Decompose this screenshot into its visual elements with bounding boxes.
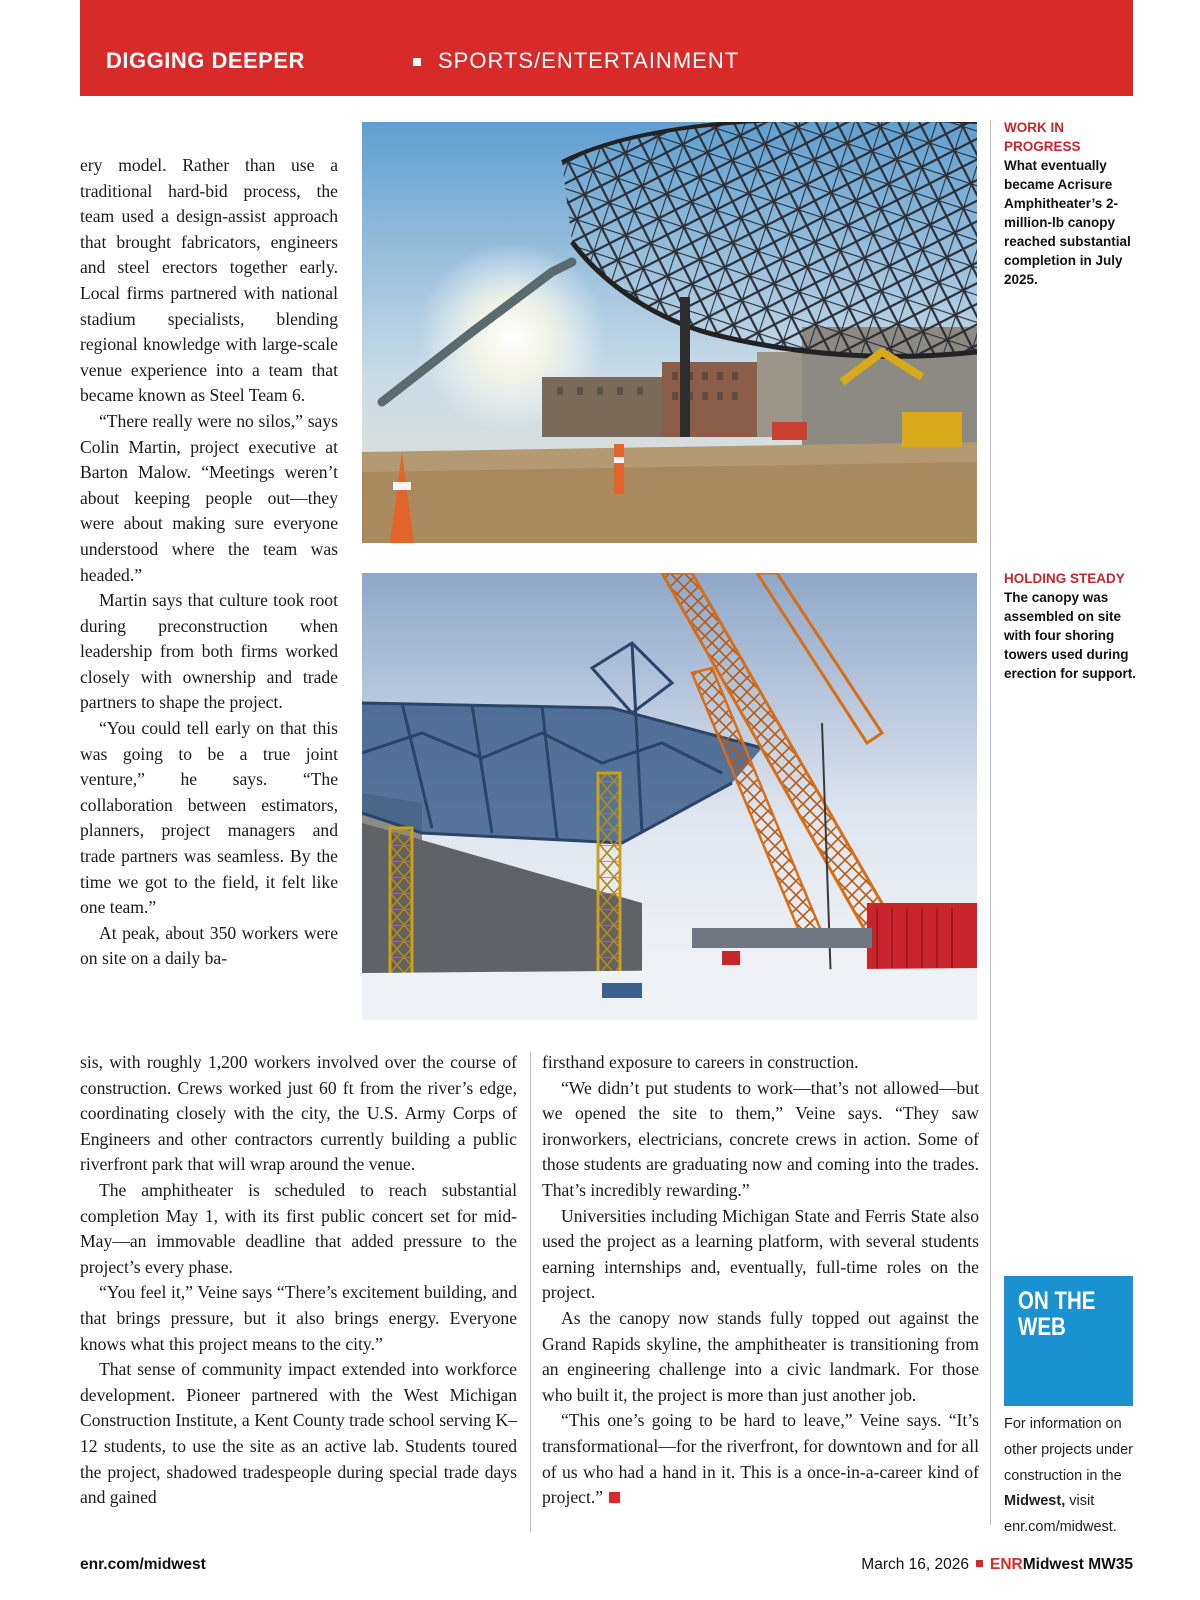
on-the-web-text [1004, 1412, 1144, 1541]
caption-text: What eventually became Acrisure Amphitheater’s 2-million-lb canopy reached substantial completion in July 2025. [1004, 158, 1131, 287]
footer-brand: ENR [990, 1556, 1023, 1573]
footer-date: March 16, 2026 [861, 1556, 969, 1573]
on-the-web-text-before: For information on other projects under construction in the [1004, 1416, 1133, 1484]
photo-caption [1004, 118, 1136, 289]
cranes-shoring-photo [362, 573, 977, 1020]
footer-page-number: MW35 [1088, 1556, 1133, 1573]
article-paragraph: At peak, about 350 workers were on site on a daily ba- [80, 922, 338, 969]
footer-folio [820, 1556, 1133, 1580]
article-paragraph: sis, with roughly 1,200 workers involved over the course of construction. Crews worked just 60 ft from the river’s edge, coordinating closely with the city, the U.S. Army Corps of Engineers and other contractors currently building a public riverfront park that will wrap around the venue. [80, 1052, 517, 1175]
article-paragraph: The amphitheater is scheduled to reach substantial completion May 1, with its first public concert set for mid-May—an immovable deadline that added pressure to the project’s every phase. [80, 1179, 517, 1277]
article-paragraph: Martin says that culture took root during preconstruction when leadership from both firms worked closely with ownership and trade partners to shape the project. [80, 590, 338, 713]
article-paragraph: ery model. Rather than use a traditional hard-bid process, the team used a design-assist approach that brought fabricators, engineers and steel erectors together early. Local firms partnered with national stadium specialists, blending regional knowledge with large-scale venue experience into a team that became known as Steel Team 6. [80, 155, 338, 406]
article-paragraph-last [542, 1408, 979, 1510]
caption-text: The canopy was assembled on site with four shoring towers used during erection for support. [1004, 590, 1137, 681]
section-header-band [80, 0, 1133, 96]
article-paragraph: “There really were no silos,” says Colin Martin, project executive at Barton Malow. “Meetings weren’t about keeping people out—they were about making sure everyone understood where the team was headed.” [80, 410, 338, 585]
article-right-column [542, 1050, 979, 1511]
article-paragraph: As the canopy now stands fully topped out against the Grand Rapids skyline, the amphitheater is transitioning from an engineering challenge into a civic landmark. For those who built it, the project is more than just another job. [542, 1307, 979, 1405]
article-paragraph: firsthand exposure to careers in construction. [542, 1052, 859, 1072]
on-the-web-link[interactable]: visit enr.com/midwest. [1004, 1493, 1117, 1536]
on-the-web-bold: Midwest, [1004, 1493, 1066, 1510]
article-narrow-column [80, 153, 338, 972]
on-the-web-box [1004, 1276, 1133, 1406]
photo-caption [1004, 569, 1136, 683]
footer-brand-suffix: Midwest [1022, 1556, 1084, 1573]
article-paragraph: “You could tell early on that this was going to be a true joint venture,” he says. “The collaboration between estimators, planners, project managers and trade partners was seamless. By the time we got to the field, it felt like one team.” [80, 718, 338, 918]
article-paragraph: “You feel it,” Veine says “There’s excitement building, and that brings pressure, but it also brings energy. Everyone knows what this project means to the city.” [80, 1282, 517, 1354]
column-divider [530, 1052, 531, 1532]
article-paragraph: Universities including Michigan State and Ferris State also used the project as a learning platform, with several students earning internships and, eventually, full-time roles on the project. [542, 1205, 979, 1303]
article-paragraph: “We didn’t put students to work—that’s not allowed—but we opened the site to them,” Veine says. “They saw ironworkers, electricians, concrete crews in action. Some of those students are graduating now and coming into the trades. That’s incredibly rewarding.” [542, 1077, 979, 1200]
caption-heading: HOLDING STEADY [1004, 571, 1125, 586]
end-of-story-mark [609, 1492, 620, 1503]
caption-heading: WORK IN PROGRESS [1004, 120, 1081, 154]
caption-column-rule [990, 120, 991, 1525]
article-paragraph-text: “This one’s going to be hard to leave,” Veine says. “It’s transformational—for the riverfront, for downtown and for all of us who had a hand in it. This is a once-in-a-career kind of project.” [542, 1410, 979, 1508]
footer-url[interactable]: enr.com/midwest [80, 1556, 206, 1573]
on-the-web-title: ON THE WEB [1018, 1287, 1096, 1341]
article-paragraph: That sense of community impact extended into workforce development. Pioneer partnered with the West Michigan Construction Institute, a Kent County trade school serving K–12 students, to use the site as an active lab. Students toured the project, shadowed tradespeople during special trade days and gained [80, 1359, 517, 1508]
header-section-name: SPORTS/ENTERTAINMENT [438, 48, 740, 73]
header-separator-square [413, 58, 421, 66]
footer-separator-square [976, 1560, 983, 1567]
article-left-column [80, 1050, 517, 1511]
header-kicker: DIGGING DEEPER [106, 48, 305, 73]
canopy-steel-photo [362, 122, 977, 543]
